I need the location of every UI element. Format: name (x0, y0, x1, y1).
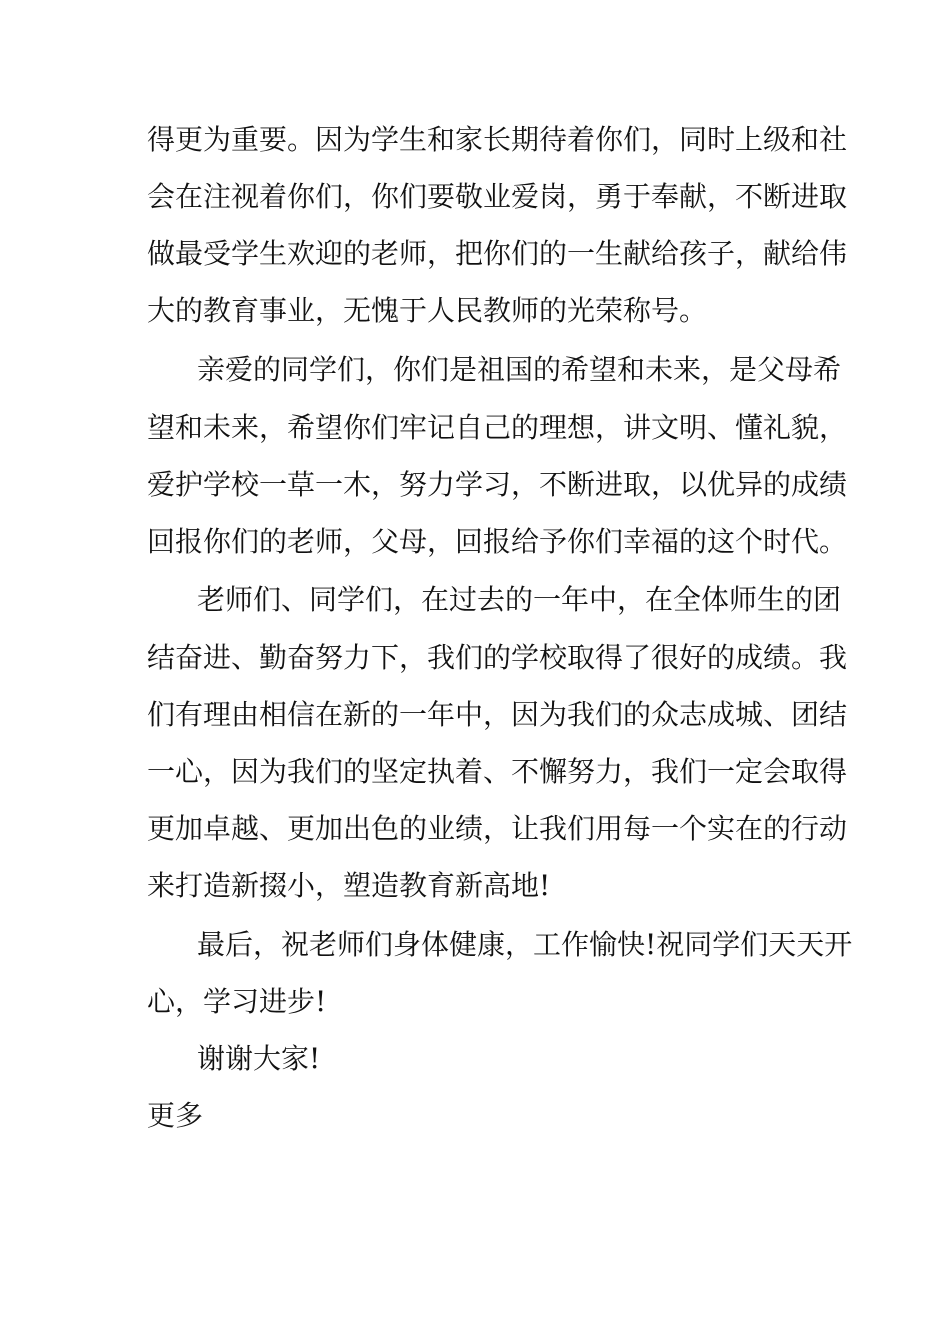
paragraph-4-line-2: 心，学习进步! (147, 985, 327, 1018)
paragraph-1-line-4: 大的教育事业，无愧于人民教师的光荣称号。 (147, 294, 708, 327)
paragraph-2-line-3: 爱护学校一草一木，努力学习，不断进取，以优异的成绩 (147, 468, 848, 501)
paragraph-1-line-1: 得更为重要。因为学生和家长期待着你们，同时上级和社 (147, 123, 848, 156)
paragraph-3-line-5: 更加卓越、更加出色的业绩，让我们用每一个实在的行动 (147, 812, 848, 845)
paragraph-3-line-1: 老师们、同学们，在过去的一年中，在全体师生的团 (197, 583, 842, 616)
paragraph-3-line-2: 结奋进、勤奋努力下，我们的学校取得了很好的成绩。我 (147, 641, 848, 674)
paragraph-2-line-2: 望和未来，希望你们牢记自己的理想，讲文明、懂礼貌， (147, 411, 848, 444)
paragraph-3-line-3: 们有理由相信在新的一年中，因为我们的众志成城、团结 (147, 698, 848, 731)
paragraph-3-line-4: 一心，因为我们的坚定执着、不懈努力，我们一定会取得 (147, 755, 848, 788)
paragraph-1-line-2: 会在注视着你们，你们要敬业爱岗，勇于奉献，不断进取 (147, 180, 848, 213)
closing-thanks: 谢谢大家! (197, 1042, 321, 1075)
paragraph-1-line-3: 做最受学生欢迎的老师，把你们的一生献给孩子，献给伟 (147, 237, 848, 270)
more-text: 更多 (147, 1099, 204, 1132)
paragraph-2-line-1: 亲爱的同学们，你们是祖国的希望和未来，是父母希 (197, 353, 842, 386)
paragraph-4-line-1: 最后，祝老师们身体健康，工作愉快!祝同学们天天开 (197, 928, 853, 961)
paragraph-3-line-6: 来打造新掇小，塑造教育新高地! (147, 869, 551, 902)
paragraph-2-line-4: 回报你们的老师，父母，回报给予你们幸福的这个时代。 (147, 525, 848, 558)
